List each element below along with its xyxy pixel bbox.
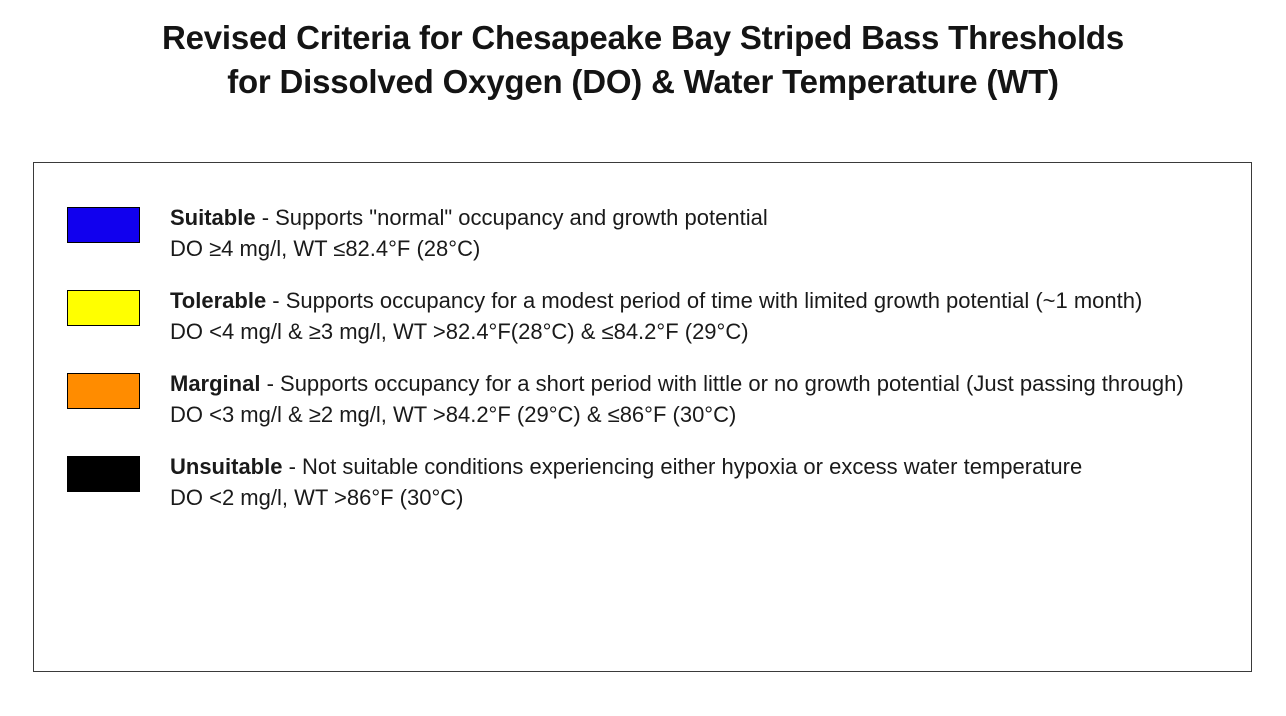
legend-item-suitable bbox=[34, 203, 1251, 264]
legend-item-unsuitable bbox=[34, 452, 1251, 513]
color-swatch-yellow bbox=[67, 290, 140, 326]
legend-item-description: - Not suitable conditions experiencing either hypoxia or excess water temperature bbox=[282, 454, 1083, 480]
legend-item-text bbox=[170, 203, 768, 264]
page-title-line-1: Revised Criteria for Chesapeake Bay Striped Bass Thresholds bbox=[161, 19, 1125, 56]
legend-item-name: Unsuitable bbox=[170, 454, 283, 480]
color-swatch-black bbox=[67, 456, 140, 492]
legend-panel bbox=[33, 162, 1252, 672]
page-title bbox=[0, 0, 1286, 104]
legend-item-name: Suitable bbox=[170, 205, 256, 230]
legend-item-detail: DO <2 mg/l, WT >86°F (30°C) bbox=[170, 485, 464, 511]
legend-item-description: - Supports occupancy for a short period with little or no growth potential (Just passing through) bbox=[260, 371, 1184, 397]
legend-item-name: Tolerable bbox=[170, 288, 267, 314]
color-swatch-blue bbox=[67, 207, 140, 243]
page-title-line-2: for Dissolved Oxygen (DO) & Water Temperature (WT) bbox=[227, 62, 1059, 100]
legend-item-description: - Supports "normal" occupancy and growth potential bbox=[255, 205, 768, 230]
legend-item-text bbox=[170, 452, 1082, 513]
legend-list bbox=[34, 163, 1251, 514]
color-swatch-orange bbox=[67, 373, 140, 409]
legend-item-description: - Supports occupancy for a modest period of time with limited growth potential (~1 month) bbox=[266, 288, 1143, 314]
legend-item-text bbox=[170, 286, 1142, 347]
legend-item-text bbox=[170, 369, 1184, 430]
legend-item-tolerable bbox=[34, 286, 1251, 347]
legend-item-detail: DO <3 mg/l & ≥2 mg/l, WT >84.2°F (29°C) & ≤86°F (30°C) bbox=[170, 401, 737, 427]
legend-item-name: Marginal bbox=[170, 371, 261, 397]
legend-item-detail: DO <4 mg/l & ≥3 mg/l, WT >82.4°F(28°C) & ≤84.2°F (29°C) bbox=[170, 318, 749, 344]
legend-item-marginal bbox=[34, 369, 1251, 430]
legend-item-detail: DO ≥4 mg/l, WT ≤82.4°F (28°C) bbox=[170, 235, 481, 261]
